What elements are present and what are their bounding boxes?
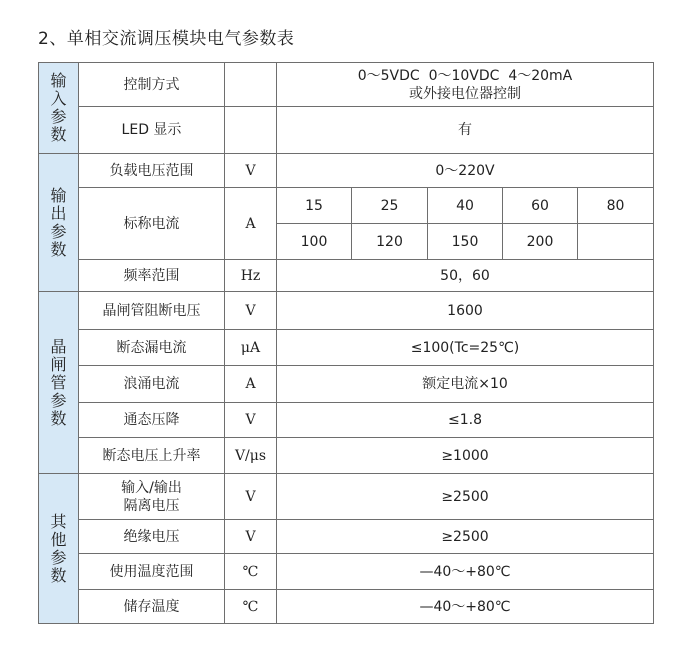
param-name: 储存温度 [79,590,225,624]
param-unit [225,63,277,107]
table-row [39,292,654,330]
param-unit: V [225,154,277,188]
param-unit: μA [225,330,277,366]
current-value-cell: 15 [277,188,352,224]
param-unit: A [225,188,277,260]
table-row [39,330,654,366]
param-value: ≤1.8 [277,403,654,438]
param-name: 绝缘电压 [79,520,225,554]
group-label-input: 输 入 参 数 [39,63,79,154]
group-label-other: 其 他 参 数 [39,474,79,624]
param-value: 0～220V [277,154,654,188]
param-name: 使用温度范围 [79,554,225,590]
param-value: 1600 [277,292,654,330]
param-unit: Hz [225,260,277,292]
param-name: 频率范围 [79,260,225,292]
param-name: 标称电流 [79,188,225,260]
current-value-cell: 25 [352,188,428,224]
group-label-output: 输 出 参 数 [39,154,79,292]
current-value-cell: 60 [503,188,578,224]
param-name: 控制方式 [79,63,225,107]
control-value-line1: 0～5VDC 0～10VDC 4～20mA [357,67,573,84]
param-value [277,63,654,107]
param-value: 50，60 [277,260,654,292]
isolation-name-line2: 隔离电压 [123,497,180,514]
table-row [39,438,654,474]
param-unit: V [225,474,277,520]
param-name: 晶闸管阻断电压 [79,292,225,330]
param-name: 通态压降 [79,403,225,438]
param-value: ≥1000 [277,438,654,474]
param-value: ≤100(Tc=25℃) [277,330,654,366]
electrical-parameter-table [38,62,654,624]
param-value: ≥2500 [277,474,654,520]
table-row [39,107,654,154]
control-value-line2: 或外接电位器控制 [409,85,521,102]
current-value-cell: 40 [428,188,503,224]
table-row [39,260,654,292]
table-row [39,520,654,554]
table-row [39,474,654,520]
current-value-cell [578,224,654,260]
param-value: 有 [277,107,654,154]
table-row [39,554,654,590]
param-name: LED 显示 [79,107,225,154]
param-unit: V/μs [225,438,277,474]
param-value: ≥2500 [277,520,654,554]
param-unit: A [225,366,277,403]
param-name: 断态电压上升率 [79,438,225,474]
table-row [39,366,654,403]
table-row [39,590,654,624]
param-unit [225,107,277,154]
table-row [39,403,654,438]
table-row [39,63,654,107]
table-row [39,188,654,224]
group-label-thyristor: 晶 闸 管 参 数 [39,292,79,474]
current-value-cell: 120 [352,224,428,260]
param-unit: V [225,403,277,438]
param-unit: ℃ [225,590,277,624]
param-value: —40～+80℃ [277,590,654,624]
param-name: 断态漏电流 [79,330,225,366]
current-value-cell: 100 [277,224,352,260]
page-title: 2、单相交流调压模块电气参数表 [38,29,295,49]
param-value: 额定电流×10 [277,366,654,403]
param-name: 浪涌电流 [79,366,225,403]
param-value: —40～+80℃ [277,554,654,590]
param-name: 负载电压范围 [79,154,225,188]
table-row [39,154,654,188]
current-value-cell: 80 [578,188,654,224]
current-value-cell: 200 [503,224,578,260]
param-unit: V [225,520,277,554]
param-unit: V [225,292,277,330]
param-unit: ℃ [225,554,277,590]
isolation-name-line1: 输入/输出 [121,479,182,496]
current-value-cell: 150 [428,224,503,260]
param-name [79,474,225,520]
